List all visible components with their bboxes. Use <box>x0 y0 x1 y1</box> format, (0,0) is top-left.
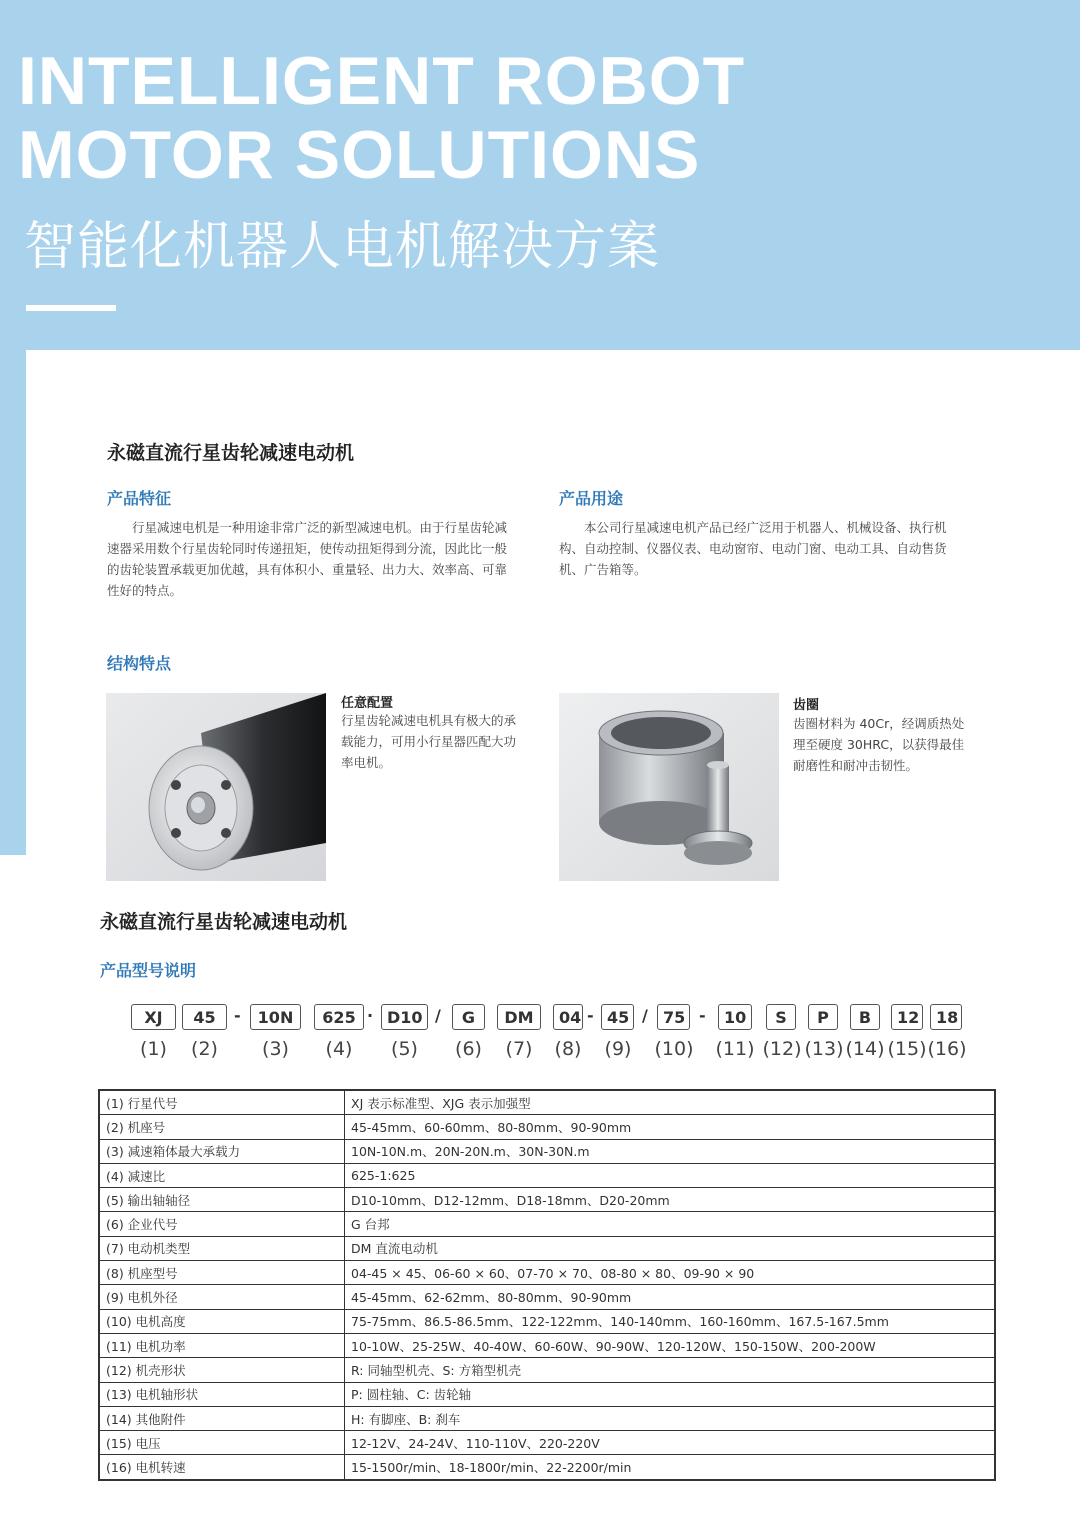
code-part: 45 <box>601 1004 634 1030</box>
structure-item2-title: 齿圈 <box>793 698 820 713</box>
code-separator: / <box>642 1006 648 1025</box>
hero-underline <box>26 305 116 311</box>
code-part: 625 <box>314 1004 364 1030</box>
table-value-cell: 45-45mm、60-60mm、80-80mm、90-90mm <box>345 1115 996 1139</box>
code-part: P <box>808 1004 838 1030</box>
table-row <box>99 1188 995 1212</box>
model-heading: 产品型号说明 <box>100 961 197 980</box>
table-value-cell: 15-1500r/min、18-1800r/min、22-2200r/min <box>345 1455 996 1480</box>
table-value-cell: 10N-10N.m、20N-20N.m、30N-30N.m <box>345 1139 996 1163</box>
structure-item1-text: 行星齿轮减速电机具有极大的承载能力，可用小行星器匹配大功率电机。 <box>341 713 517 770</box>
code-separator: - <box>587 1006 594 1025</box>
table-value-cell: 04-45 × 45、06-60 × 60、07-70 × 70、08-80 × 80、09-90 × 90 <box>345 1261 996 1285</box>
table-value-cell: XJ 表示标准型、XJG 表示加强型 <box>345 1090 996 1115</box>
code-index: (14) <box>845 1038 885 1060</box>
code-part: DM <box>497 1004 541 1030</box>
code-index: (8) <box>554 1038 582 1060</box>
table-key-cell: (10) 电机高度 <box>99 1309 345 1333</box>
table-row <box>99 1090 995 1115</box>
code-part: D10 <box>381 1004 428 1030</box>
code-part: 75 <box>657 1004 690 1030</box>
code-index: (13) <box>804 1038 844 1060</box>
structure-heading: 结构特点 <box>107 654 172 673</box>
hero-subtitle: 智能化机器人电机解决方案 <box>24 217 661 277</box>
code-separator: / <box>435 1006 441 1025</box>
code-part: XJ <box>131 1004 176 1030</box>
table-value-cell: D10-10mm、D12-12mm、D18-18mm、D20-20mm <box>345 1188 996 1212</box>
code-separator: - <box>699 1006 706 1025</box>
table-row <box>99 1212 995 1236</box>
uses-text: 本公司行星减速电机产品已经广泛用于机器人、机械设备、执行机构、自动控制、仪器仪表、电动窗帘、电动门窗、电动工具、自动售货机、广告箱等。 <box>559 520 947 577</box>
table-value-cell: 75-75mm、86.5-86.5mm、122-122mm、140-140mm、160-160mm、167.5-167.5mm <box>345 1309 996 1333</box>
code-index: (3) <box>262 1038 289 1060</box>
code-index: (7) <box>505 1038 533 1060</box>
table-row <box>99 1333 995 1357</box>
structure-item2-text: 齿圈材料为 40Cr，经调质热处理至硬度 30HRC，以获得最佳耐磨性和耐冲击韧性。 <box>793 716 965 773</box>
code-index: (11) <box>715 1038 755 1060</box>
hero-title-line1: INTELLIGENT ROBOT <box>18 43 746 119</box>
code-index: (6) <box>455 1038 482 1060</box>
table-key-cell: (6) 企业代号 <box>99 1212 345 1236</box>
table-key-cell: (5) 输出轴轴径 <box>99 1188 345 1212</box>
code-index: (9) <box>604 1038 632 1060</box>
code-part: 45 <box>182 1004 227 1030</box>
table-row <box>99 1261 995 1285</box>
table-value-cell: 12-12V、24-24V、110-110V、220-220V <box>345 1431 996 1455</box>
code-separator: - <box>234 1006 241 1025</box>
features-heading: 产品特征 <box>107 489 172 508</box>
table-row <box>99 1358 995 1382</box>
table-key-cell: (9) 电机外径 <box>99 1285 345 1309</box>
table-key-cell: (14) 其他附件 <box>99 1406 345 1430</box>
code-part: 04 <box>553 1004 583 1030</box>
table-row <box>99 1431 995 1455</box>
table-value-cell: P: 圆柱轴、C: 齿轮轴 <box>345 1382 996 1406</box>
table-value-cell: R: 同轴型机壳、S: 方箱型机壳 <box>345 1358 996 1382</box>
table-key-cell: (2) 机座号 <box>99 1115 345 1139</box>
planetary-motor-photo <box>106 693 326 881</box>
code-index: (1) <box>140 1038 167 1060</box>
table-row <box>99 1406 995 1430</box>
section2-title: 永磁直流行星齿轮减速电动机 <box>100 911 348 933</box>
table-key-cell: (1) 行星代号 <box>99 1090 345 1115</box>
code-part: 18 <box>930 1004 962 1030</box>
table-value-cell: G 台邦 <box>345 1212 996 1236</box>
table-row <box>99 1236 995 1260</box>
features-text: 行星减速电机是一种用途非常广泛的新型减速电机。由于行星齿轮减速器采用数个行星齿轮同时传递扭矩，使传动扭矩得到分流，因此比一般的齿轮装置承载更加优越，具有体积小、重量轻、出力大、效率高、可靠性好的特点。 <box>107 520 508 598</box>
code-part: 10 <box>718 1004 752 1030</box>
code-index: (4) <box>325 1038 353 1060</box>
code-part: 12 <box>891 1004 923 1030</box>
table-value-cell: 45-45mm、62-62mm、80-80mm、90-90mm <box>345 1285 996 1309</box>
table-key-cell: (15) 电压 <box>99 1431 345 1455</box>
table-value-cell: 10-10W、25-25W、40-40W、60-60W、90-90W、120-120W、150-150W、200-200W <box>345 1333 996 1357</box>
section1-title: 永磁直流行星齿轮减速电动机 <box>107 442 355 464</box>
hero-title <box>18 44 745 192</box>
table-key-cell: (12) 机壳形状 <box>99 1358 345 1382</box>
left-accent-band <box>0 350 26 855</box>
table-row <box>99 1285 995 1309</box>
code-index: (10) <box>654 1038 694 1060</box>
ring-gear-photo <box>559 693 779 881</box>
code-part: S <box>766 1004 796 1030</box>
table-row <box>99 1382 995 1406</box>
table-key-cell: (7) 电动机类型 <box>99 1236 345 1260</box>
table-key-cell: (11) 电机功率 <box>99 1333 345 1357</box>
code-index: (5) <box>391 1038 418 1060</box>
table-key-cell: (4) 减速比 <box>99 1163 345 1187</box>
table-row <box>99 1163 995 1187</box>
structure-item1-title: 任意配置 <box>341 696 394 711</box>
code-index: (12) <box>762 1038 802 1060</box>
table-row <box>99 1455 995 1480</box>
table-key-cell: (8) 机座型号 <box>99 1261 345 1285</box>
uses-heading: 产品用途 <box>559 489 624 508</box>
table-row <box>99 1139 995 1163</box>
code-separator: · <box>367 1006 374 1025</box>
code-index: (16) <box>927 1038 967 1060</box>
code-index: (2) <box>191 1038 218 1060</box>
table-key-cell: (13) 电机轴形状 <box>99 1382 345 1406</box>
hero-title-line2: MOTOR SOLUTIONS <box>18 117 701 193</box>
code-index: (15) <box>887 1038 927 1060</box>
table-row <box>99 1115 995 1139</box>
model-spec-table <box>98 1089 996 1481</box>
table-key-cell: (3) 减速箱体最大承载力 <box>99 1139 345 1163</box>
code-part: G <box>452 1004 485 1030</box>
code-part: 10N <box>250 1004 301 1030</box>
table-value-cell: H: 有脚座、B: 刹车 <box>345 1406 996 1430</box>
table-key-cell: (16) 电机转速 <box>99 1455 345 1480</box>
table-row <box>99 1309 995 1333</box>
code-part: B <box>850 1004 880 1030</box>
table-value-cell: 625-1:625 <box>345 1163 996 1187</box>
table-value-cell: DM 直流电动机 <box>345 1236 996 1260</box>
